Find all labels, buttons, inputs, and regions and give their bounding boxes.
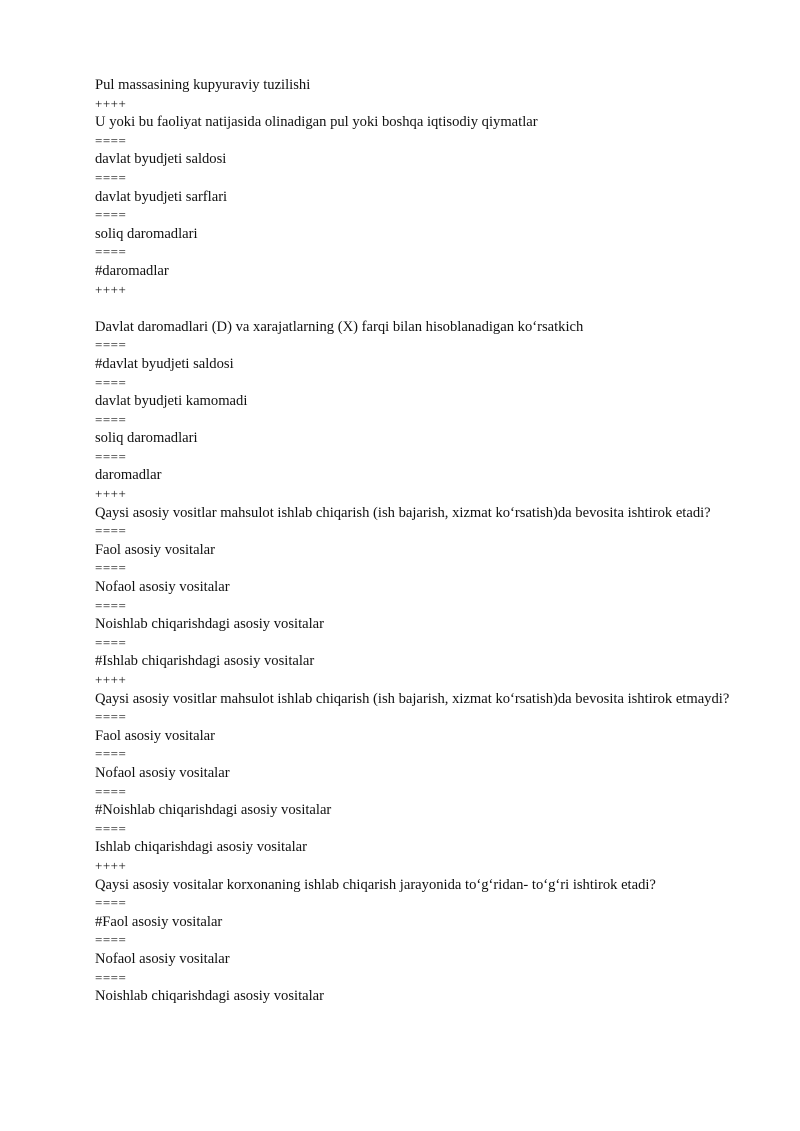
option-separator: ==== bbox=[95, 820, 127, 836]
option-separator: ==== bbox=[95, 895, 127, 911]
text-line: Pul massasining kupyuraviy tuzilishi bbox=[95, 77, 311, 93]
text-line: daromadlar bbox=[95, 467, 162, 484]
correct-answer-line: #daromadlar bbox=[95, 262, 169, 279]
option-separator: ==== bbox=[95, 560, 127, 576]
text-line: Noishlab chiqarishdagi asosiy vositalar bbox=[95, 988, 324, 1005]
option-separator: ==== bbox=[95, 337, 127, 353]
correct-answer-line: #Faol asosiy vositalar bbox=[95, 913, 223, 930]
option-separator: ==== bbox=[95, 969, 127, 985]
option-separator: ==== bbox=[95, 709, 127, 725]
option-separator: ==== bbox=[95, 448, 127, 464]
correct-answer-line: #Ishlab chiqarishdagi asosiy vositalar bbox=[95, 653, 315, 670]
option-separator: ==== bbox=[95, 169, 127, 185]
text-line: U yoki bu faoliyat natijasida olinadigan pul yoki boshqa iqtisodiy qiymatlar bbox=[95, 114, 538, 131]
option-separator: ==== bbox=[95, 523, 127, 539]
text-line: Nofaol asosiy vositalar bbox=[95, 764, 230, 781]
option-separator: ==== bbox=[95, 932, 127, 948]
option-separator: ==== bbox=[95, 634, 127, 650]
option-separator: ==== bbox=[95, 207, 127, 223]
option-separator: ==== bbox=[95, 411, 127, 427]
text-line: Faol asosiy vositalar bbox=[95, 727, 215, 744]
option-separator: ==== bbox=[95, 597, 127, 613]
option-separator: ==== bbox=[95, 244, 127, 260]
text-line: Nofaol asosiy vositalar bbox=[95, 950, 230, 967]
text-line: soliq daromadlari bbox=[95, 430, 198, 447]
question-separator: ++++ bbox=[95, 95, 127, 111]
text-line: Ishlab chiqarishdagi asosiy vositalar bbox=[95, 839, 307, 856]
question-separator: ++++ bbox=[95, 281, 127, 297]
option-separator: ==== bbox=[95, 374, 127, 390]
correct-answer-line: #davlat byudjeti saldosi bbox=[95, 355, 234, 372]
question-separator: ++++ bbox=[95, 486, 127, 502]
question-separator: ++++ bbox=[95, 857, 127, 873]
text-line: Qaysi asosiy vositlar mahsulot ishlab chiqarish (ish bajarish, xizmat koʻrsatish)da bevosita ishtirok etmaydi? bbox=[95, 690, 730, 707]
option-separator: ==== bbox=[95, 746, 127, 762]
question-separator: ++++ bbox=[95, 672, 127, 687]
text-line: davlat byudjeti sarflari bbox=[95, 188, 228, 205]
text-line: Qaysi asosiy vositlar mahsulot ishlab chiqarish (ish bajarish, xizmat koʻrsatish)da bevosita ishtirok etadi? bbox=[95, 504, 711, 521]
text-line: Faol asosiy vositalar bbox=[95, 541, 215, 558]
text-line: Noishlab chiqarishdagi asosiy vositalar bbox=[95, 616, 324, 633]
text-line: soliq daromadlari bbox=[95, 225, 198, 242]
blank-line bbox=[95, 299, 744, 318]
option-separator: ==== bbox=[95, 132, 127, 148]
text-line: davlat byudjeti kamomadi bbox=[95, 393, 248, 410]
text-line: Qaysi asosiy vositalar korxonaning ishlab chiqarish jarayonida toʻgʻridan- toʻgʻri ishtirok etadi? bbox=[95, 876, 656, 893]
text-line: davlat byudjeti saldosi bbox=[95, 151, 227, 168]
correct-answer-line: #Noishlab chiqarishdagi asosiy vositalar bbox=[95, 802, 332, 819]
option-separator: ==== bbox=[95, 783, 127, 799]
text-line: Davlat daromadlari (D) va xarajatlarning (X) farqi bilan hisoblanadigan koʻrsatkich bbox=[95, 318, 584, 335]
document-body bbox=[95, 76, 744, 1006]
text-line: Nofaol asosiy vositalar bbox=[95, 579, 230, 596]
